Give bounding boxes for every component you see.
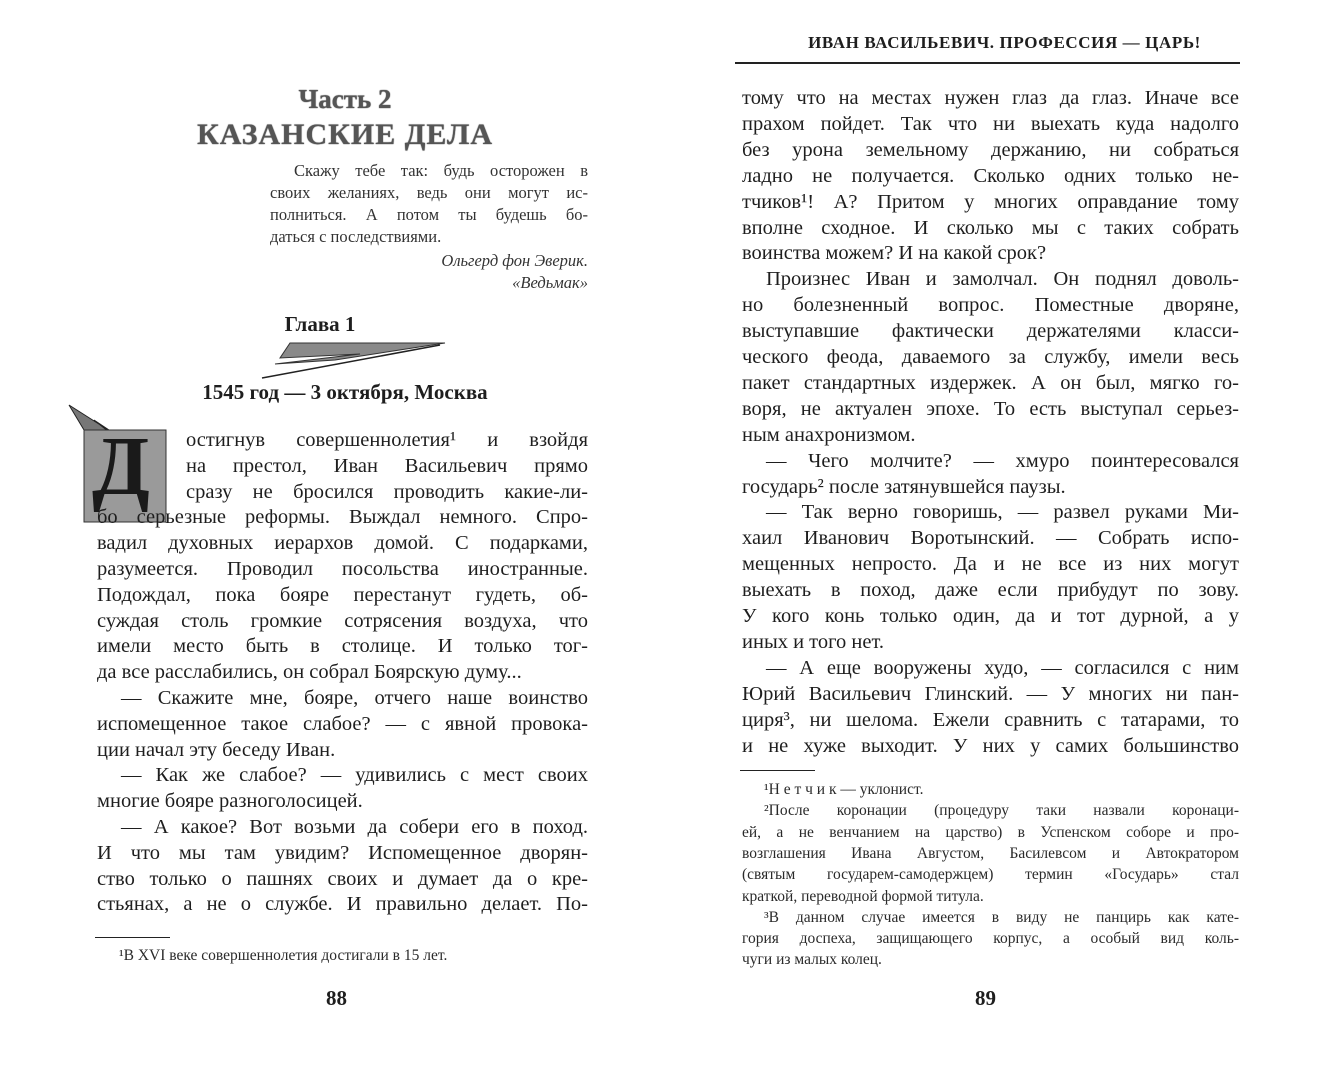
epigraph-line: своих желаниях, ведь они могут ис- (270, 183, 588, 202)
text-line: суждая столь громкие сотрясения воздуха, что (97, 609, 588, 632)
text-line: вадил духовных иерархов домой. С подарками, (97, 532, 588, 555)
footnote-line: чуги из малых колец. (742, 951, 882, 969)
footnote-line: возглашения Ивана Августом, Басилевсом и Автократором (742, 844, 1239, 862)
footnote-rule (740, 770, 815, 771)
text-line: на престол, Иван Васильевич прямо (186, 454, 588, 477)
text-line: — Чего молчите? — хмуро поинтересовался (766, 449, 1239, 472)
text-line: сразу не бросился проводить какие-ли- (186, 480, 588, 503)
epigraph-source: «Ведьмак» (512, 273, 588, 292)
right-page (667, 0, 1334, 1080)
epigraph-author: Ольгерд фон Эверик. (441, 251, 588, 270)
text-line: остигнув совершеннолетия¹ и взойдя (186, 429, 588, 451)
text-line: выступавшие фактически держателями класси- (742, 320, 1239, 343)
text-line: И что мы там увидим? Испомещенное дворян- (97, 841, 588, 864)
text-line: — Так верно говоришь, — развел руками Ми- (766, 501, 1239, 524)
text-line: — Скажите мне, бояре, отчего наше воинство (121, 687, 588, 709)
text-line: да все расслабились, он собрал Боярскую думу... (97, 661, 522, 684)
epigraph-attribution (270, 250, 588, 294)
text-line: Подождал, пока бояре перестанут гудеть, об- (97, 583, 588, 606)
text-line: воинства можем? И на какой срок? (742, 242, 1047, 265)
part-subtitle: КАЗАНСКИЕ ДЕЛА (196, 118, 494, 151)
text-line: — Как же слабое? — удивились с мест своих (121, 764, 588, 787)
text-line: пакет стандартных издержек. А он был, мягко го- (742, 371, 1239, 394)
text-line: иных и того нет. (742, 630, 885, 653)
footnote-line: гория доспеха, защищающего корпус, а особый вид коль- (742, 930, 1239, 948)
footnote-line: (святым государем-самодержцем) термин «Государь» стал (742, 866, 1239, 884)
footnote-line: ²После коронации (процедуру таки назвали коронаци- (764, 802, 1239, 820)
running-head-rule (735, 62, 1240, 64)
footnote-line: ¹Н е т ч и к — уклонист. (764, 781, 924, 798)
text-line: воря, не актуален эпохе. То есть выступал серьез- (742, 397, 1239, 420)
footnote-line: ей, а не венчанием на царство) в Успенском соборе и про- (742, 823, 1239, 841)
text-line: выехать в поход, даже если прибудут по зову. (742, 579, 1239, 602)
text-line: ции начал эту беседу Иван. (97, 738, 336, 761)
chapter-ornament (240, 340, 450, 380)
text-line: циря³, ни шелома. Ежели сравнить с татарами, то (742, 708, 1239, 731)
text-line: государь² после затянувшейся паузы. (742, 475, 1066, 498)
epigraph-line: Скажу тебе так: будь осторожен в (294, 161, 588, 180)
text-line: вполне сходное. И сколько мы с таких собрать (742, 216, 1239, 239)
text-line: Произнес Иван и замолчал. Он поднял доволь- (766, 268, 1239, 291)
text-line: мещенных непросто. Да и не все из них могут (742, 553, 1239, 576)
text-line: разумеется. Проводил посольства иностранные. (97, 558, 588, 580)
text-line: ладно не получается. Сколько одних только не- (742, 164, 1239, 187)
chapter-date: 1545 год — 3 октября, Москва (202, 380, 488, 404)
footnote-line: краткой, переводной формой титула. (742, 887, 984, 905)
text-line: У кого конь только один, да и тот дурной, а у (742, 605, 1239, 627)
epigraph (270, 160, 588, 248)
text-line: тчиков¹! А? Притом у многих оправдание тому (742, 190, 1239, 213)
text-line: имели место быть в столице. И только тог- (97, 635, 588, 658)
text-line: — А какое? Вот возьми да собери его в поход. (121, 816, 588, 838)
text-line: многие бояре разноголосицей. (97, 790, 363, 813)
footnote-line: ³В данном случае имеется в виду не панцирь как кате- (764, 908, 1239, 926)
epigraph-line: полниться. А потом ты будешь бо- (270, 205, 588, 224)
text-line: бо серьезные реформы. Выждал немного. Спро- (97, 506, 588, 529)
chapter-title: Глава 1 (284, 312, 356, 336)
text-line: стьянах, а не о службе. И правильно делает. По- (97, 893, 588, 916)
page-number: 88 (326, 986, 347, 1010)
text-line: прахом пойдет. Так что ни выехать куда надолго (742, 112, 1239, 135)
text-line: и не хуже выходит. У них у самих большинство (742, 734, 1239, 757)
drop-cap: Д (92, 420, 150, 513)
footnote-line: ¹В XVI веке совершеннолетия достигали в 15 лет. (119, 947, 448, 964)
text-line: ным анахронизмом. (742, 423, 916, 446)
epigraph-line: даться с последствиями. (270, 227, 442, 246)
part-title: Часть 2 (298, 84, 392, 114)
text-line: Юрий Васильевич Глинский. — У многих ни пан- (742, 682, 1239, 705)
running-head: ИВАН ВАСИЛЬЕВИЧ. ПРОФЕССИЯ — ЦАРЬ! (808, 33, 1201, 52)
text-line: тому что на местах нужен глаз да глаз. Иначе все (742, 87, 1239, 109)
text-line: хаил Иванович Воротынский. — Собрать испо- (742, 527, 1239, 550)
text-line: — А еще вооружены худо, — согласился с ним (766, 656, 1239, 679)
text-line: но болезненный вопрос. Поместные дворяне, (742, 294, 1239, 317)
text-line: ство только о пашнях своих и думает да о кре- (97, 867, 588, 890)
text-line: ческого феода, даваемого за службу, имели весь (742, 346, 1239, 368)
text-line: испомещенное такое слабое? — с явной провока- (97, 712, 588, 735)
page-number: 89 (975, 986, 996, 1010)
text-line: без урона земельному держанию, ни собраться (742, 138, 1239, 161)
footnote-rule (95, 937, 170, 938)
